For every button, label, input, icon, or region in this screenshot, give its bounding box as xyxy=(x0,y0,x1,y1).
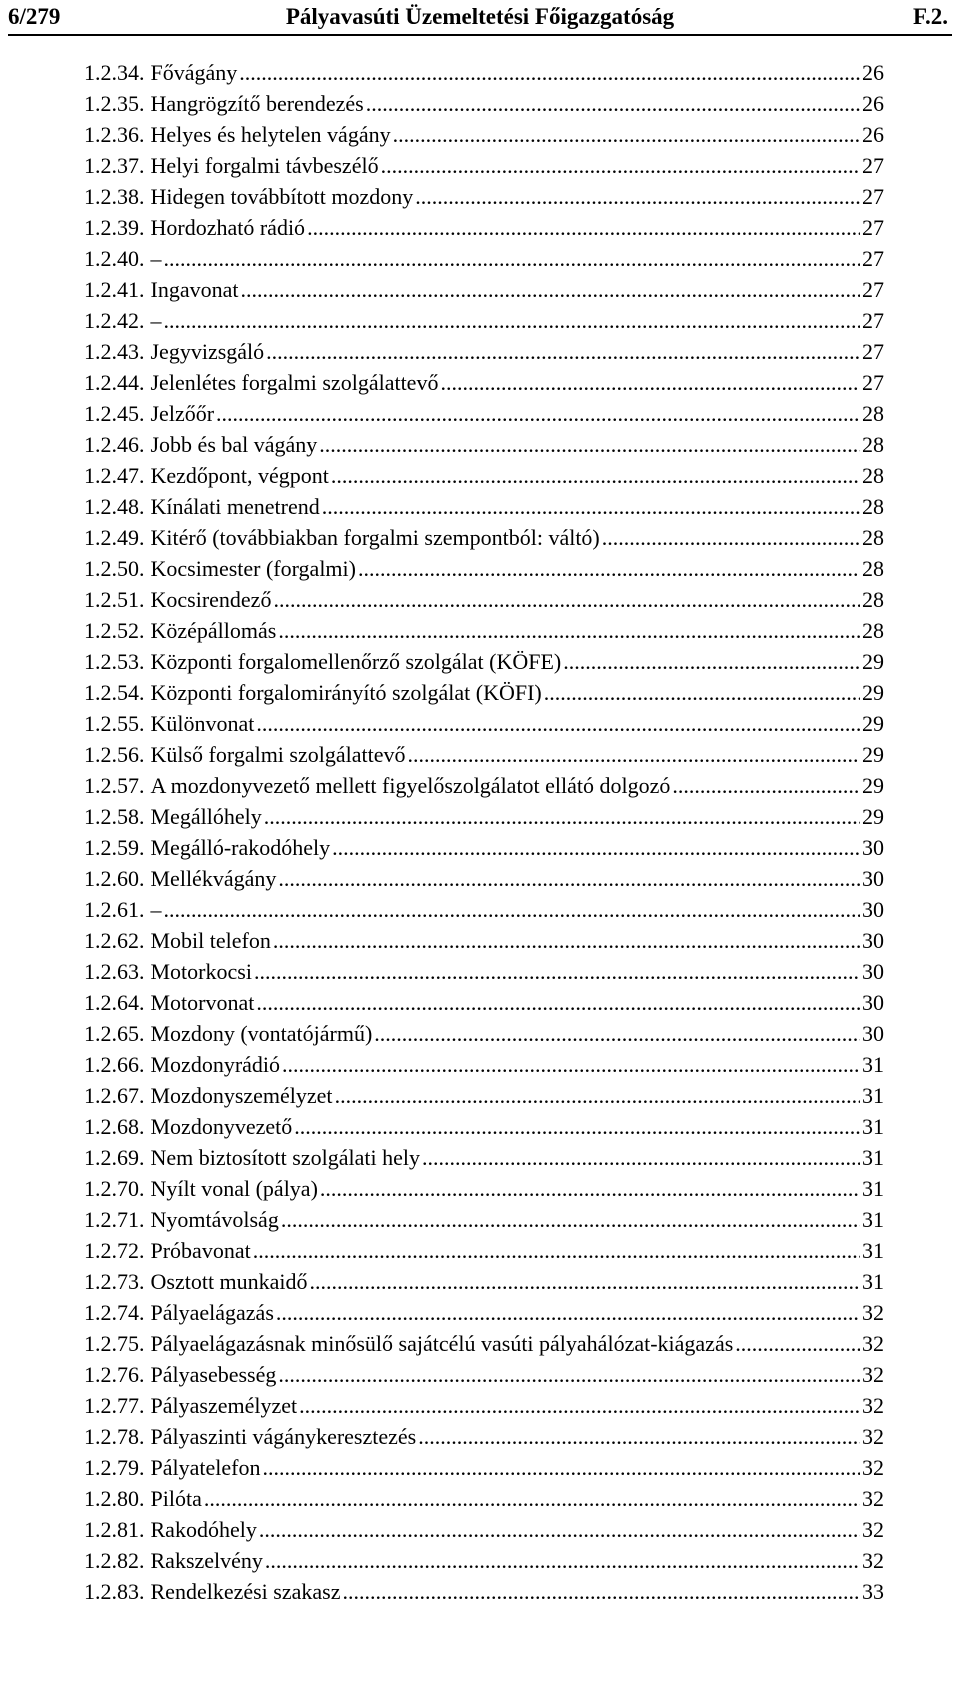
toc-entry[interactable] xyxy=(84,801,884,832)
toc-entry-number: 1.2.76. xyxy=(84,1362,145,1387)
dot-leader xyxy=(393,119,860,150)
toc-entry-page: 30 xyxy=(862,928,884,953)
dot-leader xyxy=(408,739,861,770)
toc-entry-title: Mozdony (vontatójármű) xyxy=(150,1021,373,1046)
toc-entry-number: 1.2.69. xyxy=(84,1145,145,1170)
toc-entry-title: Középállomás xyxy=(150,618,277,643)
toc-entry[interactable] xyxy=(84,553,884,584)
toc-entry[interactable] xyxy=(84,243,884,274)
toc-entry-title: Jelzőőr xyxy=(150,401,215,426)
toc-entry[interactable] xyxy=(84,491,884,522)
toc-entry[interactable] xyxy=(84,460,884,491)
toc-entry-title: Pilóta xyxy=(150,1486,202,1511)
toc-entry[interactable] xyxy=(84,336,884,367)
page-counter: 6/279 xyxy=(8,4,61,29)
toc-entry[interactable] xyxy=(84,1235,884,1266)
dot-leader xyxy=(335,1080,860,1111)
toc-entry[interactable] xyxy=(84,522,884,553)
toc-entry-number: 1.2.58. xyxy=(84,804,145,829)
toc-entry[interactable] xyxy=(84,367,884,398)
dot-leader xyxy=(672,770,860,801)
toc-entry-page: 27 xyxy=(862,184,884,209)
toc-entry-title: Rakszelvény xyxy=(150,1548,263,1573)
toc-entry-page: 28 xyxy=(862,618,884,643)
toc-entry-page: 28 xyxy=(862,494,884,519)
toc-entry-page: 26 xyxy=(862,122,884,147)
toc-entry-number: 1.2.49. xyxy=(84,525,145,550)
toc-entry-page: 31 xyxy=(862,1145,884,1170)
toc-entry[interactable] xyxy=(84,1359,884,1390)
dot-leader xyxy=(264,801,860,832)
toc-entry-number: 1.2.45. xyxy=(84,401,145,426)
toc-entry-title: Motorkocsi xyxy=(150,959,252,984)
toc-entry[interactable] xyxy=(84,1514,884,1545)
toc-entry-number: 1.2.48. xyxy=(84,494,145,519)
toc-entry-number: 1.2.57. xyxy=(84,773,145,798)
toc-entry[interactable] xyxy=(84,925,884,956)
toc-entry-number: 1.2.81. xyxy=(84,1517,145,1542)
dot-leader xyxy=(735,1328,860,1359)
dot-leader xyxy=(216,398,860,429)
toc-entry-number: 1.2.78. xyxy=(84,1424,145,1449)
toc-entry-page: 28 xyxy=(862,463,884,488)
toc-entry-page: 31 xyxy=(862,1114,884,1139)
dot-leader xyxy=(259,1514,860,1545)
toc-entry-title: Pályaelágazás xyxy=(150,1300,274,1325)
toc-entry-page: 30 xyxy=(862,835,884,860)
toc-entry-title: Kezdőpont, végpont xyxy=(150,463,329,488)
dot-leader xyxy=(281,1204,860,1235)
toc-entry-title: Próbavonat xyxy=(150,1238,251,1263)
toc-entry-number: 1.2.65. xyxy=(84,1021,145,1046)
toc-entry[interactable] xyxy=(84,1142,884,1173)
toc-entry[interactable] xyxy=(84,677,884,708)
toc-entry-number: 1.2.72. xyxy=(84,1238,145,1263)
toc-entry-title: Osztott munkaidő xyxy=(150,1269,308,1294)
toc-entry-title: Rendelkezési szakasz xyxy=(150,1579,341,1604)
toc-entry-page: 29 xyxy=(862,804,884,829)
toc-entry-title: Jobb és bal vágány xyxy=(150,432,318,457)
toc-entry-number: 1.2.80. xyxy=(84,1486,145,1511)
toc-entry-title: Motorvonat xyxy=(150,990,255,1015)
toc-entry[interactable] xyxy=(84,212,884,243)
toc-entry-title: Megálló-rakodóhely xyxy=(150,835,331,860)
toc-entry-page: 28 xyxy=(862,432,884,457)
toc-entry[interactable] xyxy=(84,615,884,646)
toc-entry-number: 1.2.61. xyxy=(84,897,145,922)
toc-entry-page: 32 xyxy=(862,1517,884,1542)
toc-entry-number: 1.2.62. xyxy=(84,928,145,953)
toc-entry-page: 32 xyxy=(862,1331,884,1356)
toc-entry-title: Pályaszemélyzet xyxy=(150,1393,298,1418)
toc-entry-title: Ingavonat xyxy=(150,277,239,302)
toc-entry[interactable] xyxy=(84,1080,884,1111)
toc-entry-title: Fővágány xyxy=(150,60,238,85)
toc-entry-page: 29 xyxy=(862,742,884,767)
dot-leader xyxy=(544,677,860,708)
toc-entry[interactable] xyxy=(84,1049,884,1080)
dot-leader xyxy=(256,708,860,739)
dot-leader xyxy=(278,1359,860,1390)
dot-leader xyxy=(265,1545,860,1576)
toc-entry-number: 1.2.83. xyxy=(84,1579,145,1604)
toc-entry-page: 27 xyxy=(862,339,884,364)
toc-entry-number: 1.2.60. xyxy=(84,866,145,891)
toc-entry-page: 31 xyxy=(862,1207,884,1232)
toc-entry[interactable] xyxy=(84,88,884,119)
dot-leader xyxy=(266,336,860,367)
toc-entry-number: 1.2.37. xyxy=(84,153,145,178)
toc-entry[interactable] xyxy=(84,1452,884,1483)
page-header xyxy=(8,0,952,42)
toc-entry[interactable] xyxy=(84,1297,884,1328)
dot-leader xyxy=(602,522,860,553)
toc-entry-page: 27 xyxy=(862,153,884,178)
toc-entry-page: 31 xyxy=(862,1176,884,1201)
toc-entry[interactable] xyxy=(84,305,884,336)
toc-entry-title: Kocsimester (forgalmi) xyxy=(150,556,356,581)
toc-entry-number: 1.2.39. xyxy=(84,215,145,240)
dot-leader xyxy=(310,1266,860,1297)
toc-entry[interactable] xyxy=(84,770,884,801)
toc-entry-number: 1.2.66. xyxy=(84,1052,145,1077)
dot-leader xyxy=(440,367,860,398)
dot-leader xyxy=(278,863,860,894)
toc-entry-title: Pályaszinti vágánykeresztezés xyxy=(150,1424,417,1449)
toc-entry-title: Mobil telefon xyxy=(150,928,271,953)
toc-entry-number: 1.2.51. xyxy=(84,587,145,612)
toc-entry-page: 27 xyxy=(862,215,884,240)
toc-entry-page: 26 xyxy=(862,60,884,85)
toc-entry-number: 1.2.36. xyxy=(84,122,145,147)
toc-entry-title: Pályasebesség xyxy=(150,1362,277,1387)
toc-entry-title: – xyxy=(150,308,162,333)
toc-entry-number: 1.2.75. xyxy=(84,1331,145,1356)
toc-entry-title: Külső forgalmi szolgálattevő xyxy=(150,742,406,767)
toc-entry-number: 1.2.55. xyxy=(84,711,145,736)
toc-entry-page: 30 xyxy=(862,959,884,984)
toc-entry-page: 29 xyxy=(862,711,884,736)
toc-entry-title: Különvonat xyxy=(150,711,255,736)
toc-entry-title: Mellékvágány xyxy=(150,866,277,891)
toc-entry-title: – xyxy=(150,246,162,271)
toc-entry-number: 1.2.70. xyxy=(84,1176,145,1201)
dot-leader xyxy=(322,491,860,522)
header-rule xyxy=(8,34,952,36)
toc-entry-page: 28 xyxy=(862,525,884,550)
toc-entry-title: Kínálati menetrend xyxy=(150,494,320,519)
toc-entry[interactable] xyxy=(84,739,884,770)
toc-entry-page: 26 xyxy=(862,91,884,116)
toc-entry-page: 32 xyxy=(862,1455,884,1480)
dot-leader xyxy=(204,1483,860,1514)
dot-leader xyxy=(299,1390,860,1421)
toc-entry-page: 27 xyxy=(862,370,884,395)
toc-entry[interactable] xyxy=(84,119,884,150)
toc-entry-number: 1.2.43. xyxy=(84,339,145,364)
toc-entry[interactable] xyxy=(84,1328,884,1359)
toc-entry-number: 1.2.50. xyxy=(84,556,145,581)
dot-leader xyxy=(256,987,860,1018)
toc-entry[interactable] xyxy=(84,1545,884,1576)
toc-entry[interactable] xyxy=(84,1111,884,1142)
toc-entry-title: Nem biztosított szolgálati hely xyxy=(150,1145,420,1170)
dot-leader xyxy=(254,956,860,987)
toc-entry-title: Hidegen továbbított mozdony xyxy=(150,184,414,209)
dot-leader xyxy=(418,1421,860,1452)
dot-leader xyxy=(253,1235,860,1266)
dot-leader xyxy=(374,1018,860,1049)
toc-entry-number: 1.2.44. xyxy=(84,370,145,395)
dot-leader xyxy=(415,181,860,212)
dot-leader xyxy=(273,925,860,956)
dot-leader xyxy=(282,1049,860,1080)
toc-entry-number: 1.2.79. xyxy=(84,1455,145,1480)
dot-leader xyxy=(332,832,860,863)
dot-leader xyxy=(294,1111,860,1142)
dot-leader xyxy=(381,150,860,181)
toc-entry-number: 1.2.77. xyxy=(84,1393,145,1418)
toc-entry-title: Nyílt vonal (pálya) xyxy=(150,1176,318,1201)
dot-leader xyxy=(563,646,860,677)
toc-entry[interactable] xyxy=(84,1173,884,1204)
toc-entry[interactable] xyxy=(84,1390,884,1421)
toc-entry-number: 1.2.42. xyxy=(84,308,145,333)
toc-entry-number: 1.2.74. xyxy=(84,1300,145,1325)
toc-entry-page: 30 xyxy=(862,866,884,891)
toc-entry-title: Helyes és helytelen vágány xyxy=(150,122,391,147)
toc-entry-page: 27 xyxy=(862,246,884,271)
toc-entry-page: 31 xyxy=(862,1083,884,1108)
dot-leader xyxy=(331,460,860,491)
toc-entry-title: Pályatelefon xyxy=(150,1455,261,1480)
dot-leader xyxy=(320,1173,860,1204)
toc-entry[interactable] xyxy=(84,1421,884,1452)
toc-entry[interactable] xyxy=(84,57,884,88)
toc-entry-page: 32 xyxy=(862,1362,884,1387)
toc-entry[interactable] xyxy=(84,1018,884,1049)
toc-entry-number: 1.2.71. xyxy=(84,1207,145,1232)
toc-entry-title: Központi forgalomellenőrző szolgálat (KÖFE) xyxy=(150,649,562,674)
toc-entry-number: 1.2.73. xyxy=(84,1269,145,1294)
toc-entry-title: Kitérő (továbbiakban forgalmi szempontból: váltó) xyxy=(150,525,600,550)
toc-entry-page: 27 xyxy=(862,277,884,302)
toc-entry[interactable] xyxy=(84,584,884,615)
toc-entry-number: 1.2.59. xyxy=(84,835,145,860)
toc-entry-page: 28 xyxy=(862,556,884,581)
dot-leader xyxy=(164,243,861,274)
toc-entry-page: 28 xyxy=(862,401,884,426)
toc-entry-number: 1.2.67. xyxy=(84,1083,145,1108)
dot-leader xyxy=(240,274,860,305)
toc-entry-title: – xyxy=(150,897,162,922)
table-of-contents xyxy=(84,57,884,1607)
toc-entry-page: 30 xyxy=(862,990,884,1015)
toc-entry-number: 1.2.38. xyxy=(84,184,145,209)
dot-leader xyxy=(422,1142,860,1173)
document-code: F.2. xyxy=(913,4,948,29)
toc-entry-page: 29 xyxy=(862,680,884,705)
toc-entry-number: 1.2.47. xyxy=(84,463,145,488)
toc-entry-number: 1.2.35. xyxy=(84,91,145,116)
toc-entry-number: 1.2.54. xyxy=(84,680,145,705)
organization-title: Pályavasúti Üzemeltetési Főigazgatóság xyxy=(285,4,675,29)
toc-entry-page: 31 xyxy=(862,1269,884,1294)
toc-entry-title: Mozdonyszemélyzet xyxy=(150,1083,333,1108)
toc-entry-number: 1.2.46. xyxy=(84,432,145,457)
toc-entry-title: Megállóhely xyxy=(150,804,262,829)
toc-entry-number: 1.2.52. xyxy=(84,618,145,643)
toc-entry-page: 31 xyxy=(862,1052,884,1077)
toc-entry-page: 29 xyxy=(862,773,884,798)
toc-entry-page: 29 xyxy=(862,649,884,674)
toc-entry-page: 30 xyxy=(862,1021,884,1046)
dot-leader xyxy=(358,553,860,584)
toc-entry-page: 32 xyxy=(862,1486,884,1511)
toc-entry-page: 32 xyxy=(862,1393,884,1418)
dot-leader xyxy=(239,57,860,88)
toc-entry-title: Kocsirendező xyxy=(150,587,272,612)
toc-entry[interactable] xyxy=(84,1576,884,1607)
dot-leader xyxy=(366,88,860,119)
toc-entry[interactable] xyxy=(84,956,884,987)
dot-leader xyxy=(319,429,860,460)
dot-leader xyxy=(273,584,860,615)
toc-entry-number: 1.2.82. xyxy=(84,1548,145,1573)
toc-entry-title: Hangrögzítő berendezés xyxy=(150,91,364,116)
dot-leader xyxy=(342,1576,860,1607)
toc-entry[interactable] xyxy=(84,274,884,305)
dot-leader xyxy=(276,1297,860,1328)
toc-entry-title: Mozdonyvezető xyxy=(150,1114,293,1139)
dot-leader xyxy=(278,615,860,646)
toc-entry-page: 32 xyxy=(862,1424,884,1449)
dot-leader xyxy=(164,305,861,336)
toc-entry-number: 1.2.40. xyxy=(84,246,145,271)
toc-entry-title: A mozdonyvezető mellett figyelőszolgálatot ellátó dolgozó xyxy=(150,773,671,798)
toc-entry-number: 1.2.41. xyxy=(84,277,145,302)
toc-entry[interactable] xyxy=(84,863,884,894)
toc-entry-number: 1.2.53. xyxy=(84,649,145,674)
toc-entry[interactable] xyxy=(84,1266,884,1297)
toc-entry-page: 27 xyxy=(862,308,884,333)
toc-entry-page: 32 xyxy=(862,1300,884,1325)
toc-entry-page: 32 xyxy=(862,1548,884,1573)
toc-entry[interactable] xyxy=(84,646,884,677)
toc-entry-page: 28 xyxy=(862,587,884,612)
toc-entry-title: Központi forgalomirányító szolgálat (KÖFI) xyxy=(150,680,542,705)
toc-entry[interactable] xyxy=(84,832,884,863)
toc-entry-title: Jegyvizsgáló xyxy=(150,339,265,364)
toc-entry-title: Jelenlétes forgalmi szolgálattevő xyxy=(150,370,439,395)
toc-entry[interactable] xyxy=(84,1204,884,1235)
toc-entry-number: 1.2.68. xyxy=(84,1114,145,1139)
toc-entry-title: Helyi forgalmi távbeszélő xyxy=(150,153,379,178)
toc-entry[interactable] xyxy=(84,1483,884,1514)
toc-entry-title: Rakodóhely xyxy=(150,1517,257,1542)
toc-entry[interactable] xyxy=(84,708,884,739)
toc-entry[interactable] xyxy=(84,181,884,212)
toc-entry-title: Pályaelágazásnak minősülő sajátcélú vasúti pályahálózat-kiágazás xyxy=(150,1331,734,1356)
toc-entry-number: 1.2.64. xyxy=(84,990,145,1015)
toc-entry-number: 1.2.34. xyxy=(84,60,145,85)
dot-leader xyxy=(262,1452,860,1483)
dot-leader xyxy=(164,894,861,925)
toc-entry-title: Nyomtávolság xyxy=(150,1207,279,1232)
toc-entry[interactable] xyxy=(84,429,884,460)
toc-entry-title: Hordozható rádió xyxy=(150,215,306,240)
dot-leader xyxy=(307,212,860,243)
toc-entry[interactable] xyxy=(84,987,884,1018)
toc-entry[interactable] xyxy=(84,398,884,429)
toc-entry-page: 33 xyxy=(862,1579,884,1604)
toc-entry-number: 1.2.56. xyxy=(84,742,145,767)
toc-entry-title: Mozdonyrádió xyxy=(150,1052,281,1077)
toc-entry[interactable] xyxy=(84,150,884,181)
toc-entry-page: 31 xyxy=(862,1238,884,1263)
toc-entry-number: 1.2.63. xyxy=(84,959,145,984)
toc-entry-page: 30 xyxy=(862,897,884,922)
toc-entry[interactable] xyxy=(84,894,884,925)
